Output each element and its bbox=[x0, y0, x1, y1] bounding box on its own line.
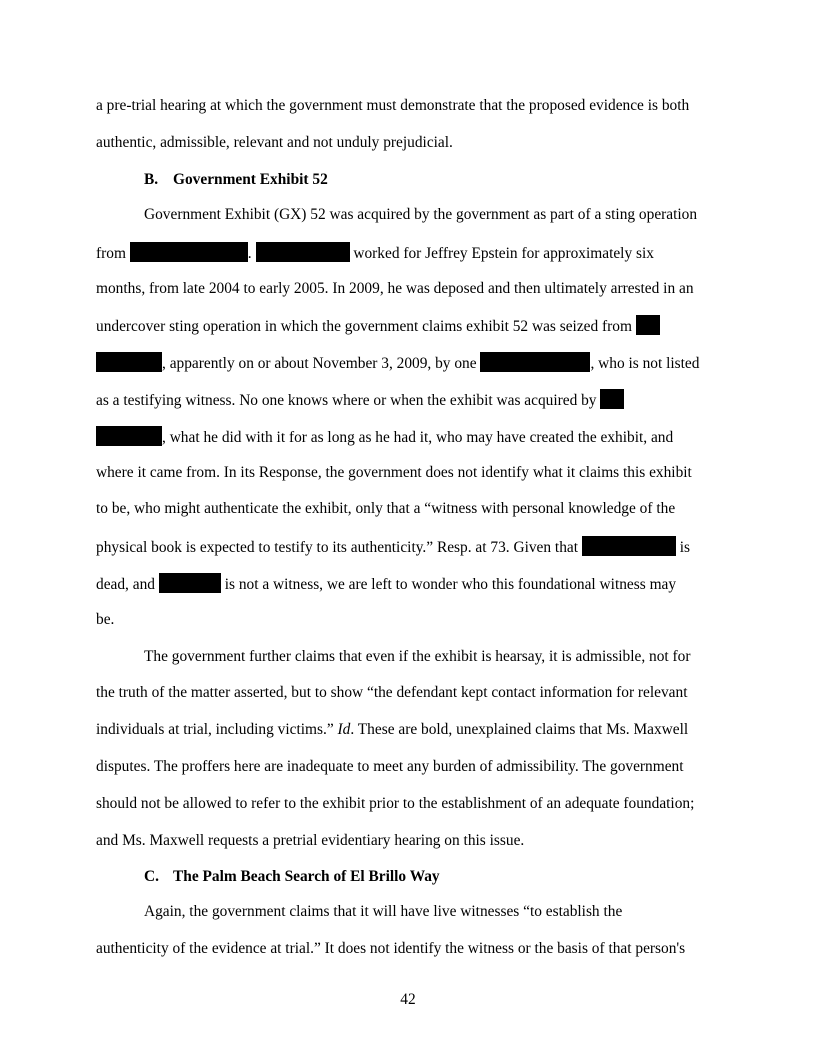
paragraph-line: to be, who might authenticate the exhibit, only that a “witness with personal knowledge of the bbox=[96, 500, 676, 517]
paragraph-line: authentic, admissible, relevant and not unduly prejudicial. bbox=[96, 134, 453, 151]
paragraph-line: where it came from. In its Response, the government does not identify what it claims this exhibit bbox=[96, 464, 692, 481]
redaction-block bbox=[600, 389, 624, 409]
heading-label: B. bbox=[144, 171, 159, 188]
paragraph-line: Government Exhibit (GX) 52 was acquired by the government as part of a sting operation bbox=[144, 206, 698, 223]
paragraph-line: authenticity of the evidence at trial.” It does not identify the witness or the basis of that person's bbox=[96, 940, 686, 957]
paragraph-line bbox=[96, 426, 673, 448]
paragraph-line: should not be allowed to refer to the exhibit prior to the establishment of an adequate foundation; bbox=[96, 795, 695, 812]
text-run: , apparently on or about November 3, 2009, by one bbox=[162, 355, 477, 372]
redaction-block bbox=[582, 536, 676, 556]
paragraph-line: disputes. The proffers here are inadequate to meet any burden of admissibility. The government bbox=[96, 758, 684, 775]
text-run: worked for Jeffrey Epstein for approximately six bbox=[353, 245, 654, 262]
citation-id: Id bbox=[337, 721, 351, 738]
redaction-block bbox=[256, 242, 350, 262]
heading-title: The Palm Beach Search of El Brillo Way bbox=[173, 868, 440, 885]
redaction-block bbox=[159, 573, 221, 593]
text-run: is bbox=[679, 539, 690, 556]
paragraph-line bbox=[96, 536, 690, 558]
paragraph-line: Again, the government claims that it will have live witnesses “to establish the bbox=[144, 903, 623, 920]
paragraph-line bbox=[96, 720, 688, 740]
paragraph-line: a pre-trial hearing at which the government must demonstrate that the proposed evidence is both bbox=[96, 97, 690, 114]
paragraph-line bbox=[96, 573, 676, 595]
heading-title: Government Exhibit 52 bbox=[173, 171, 328, 188]
text-run: as a testifying witness. No one knows where or when the exhibit was acquired by bbox=[96, 392, 597, 409]
paragraph-line bbox=[96, 242, 654, 264]
section-heading-c bbox=[144, 867, 440, 887]
text-run: physical book is expected to testify to its authenticity.” Resp. at 73. Given that bbox=[96, 539, 578, 556]
redaction-block bbox=[96, 352, 162, 372]
text-run: . These are bold, unexplained claims that Ms. Maxwell bbox=[350, 721, 689, 738]
page-number: 42 bbox=[400, 991, 416, 1008]
paragraph-line bbox=[96, 315, 660, 337]
paragraph-line bbox=[96, 352, 699, 374]
paragraph-line: be. bbox=[96, 611, 115, 628]
text-run: individuals at trial, including victims.” bbox=[96, 721, 334, 738]
redaction-block bbox=[130, 242, 248, 262]
redaction-block bbox=[96, 426, 162, 446]
section-heading-b bbox=[144, 170, 328, 190]
paragraph-line: months, from late 2004 to early 2005. In 2009, he was deposed and then ultimately arrested in an bbox=[96, 280, 694, 297]
redaction-block bbox=[636, 315, 660, 335]
heading-label: C. bbox=[144, 868, 159, 885]
text-run: undercover sting operation in which the government claims exhibit 52 was seized from bbox=[96, 318, 632, 335]
paragraph-line bbox=[96, 389, 624, 411]
text-run: from bbox=[96, 245, 126, 262]
text-run: . bbox=[247, 245, 252, 262]
paragraph-line: and Ms. Maxwell requests a pretrial evidentiary hearing on this issue. bbox=[96, 832, 525, 849]
redaction-block bbox=[480, 352, 590, 372]
text-run: , what he did with it for as long as he had it, who may have created the exhibit, and bbox=[162, 429, 674, 446]
text-run: is not a witness, we are left to wonder who this foundational witness may bbox=[224, 576, 677, 593]
text-run: dead, and bbox=[96, 576, 155, 593]
paragraph-line: The government further claims that even if the exhibit is hearsay, it is admissible, not for bbox=[144, 648, 691, 665]
paragraph-line: the truth of the matter asserted, but to show “the defendant kept contact information for relevant bbox=[96, 684, 688, 701]
text-run: , who is not listed bbox=[590, 355, 700, 372]
